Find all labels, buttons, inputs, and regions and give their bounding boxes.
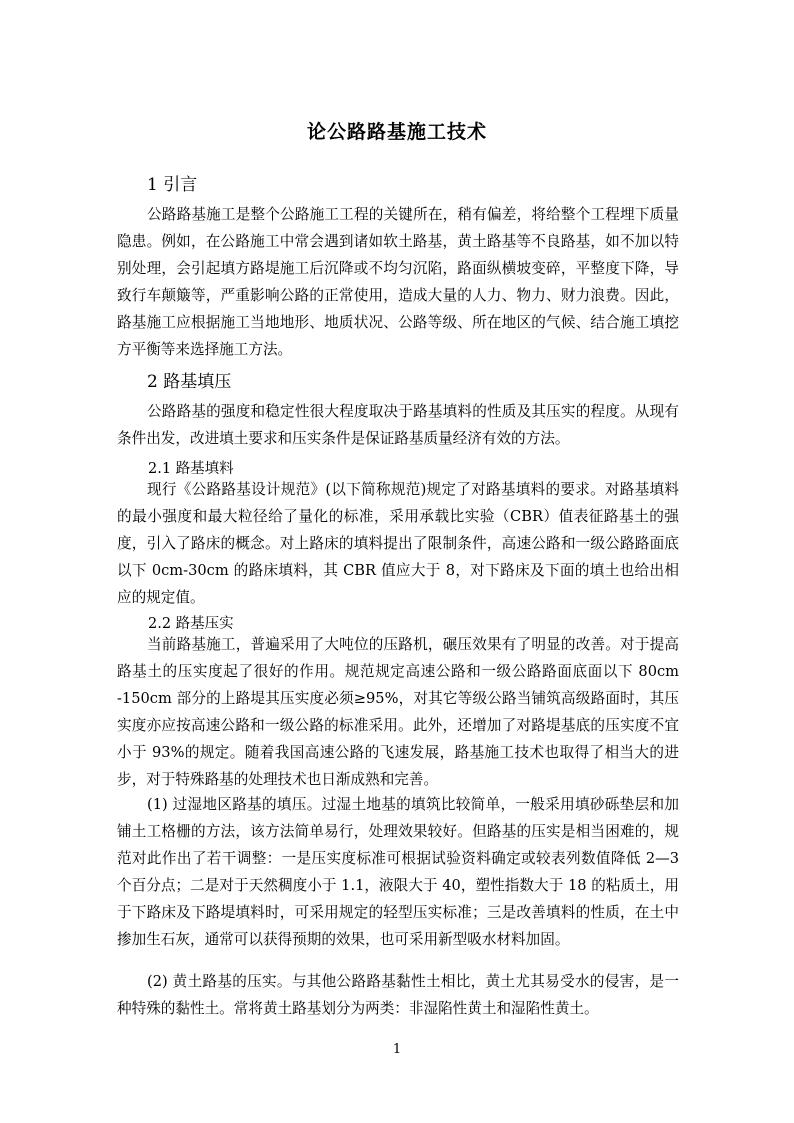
subsection-heading-compaction: 2.2 路基压实 xyxy=(148,616,234,632)
paragraph-compaction: 当前路基施工，普遍采用了大吨位的压路机，碾压效果有了明显的改善。对于提高路基土的压实度起了很好的作用。规范规定高速公路和一级公路路面底面以下 80cm -150cm 部分的上路堤其压实度必须≥95%，对其它等级公路当铺筑高级路面时，其压实度亦应按高速公路和一级公路的标准采用。此外，还增加了对路堤基底的压实度不宜小于 93%的规定。随着我国高速公路的飞速发展，路基施工技术也取得了相当大的进步，对于特殊路基的处理技术也日渐成熟和完善。 xyxy=(117,636,679,788)
paragraph-intro: 公路路基施工是整个公路施工工程的关键所在，稍有偏差，将给整个工程埋下质量隐患。例如，在公路施工中常会遇到诸如软土路基，黄土路基等不良路基，如不加以特别处理，会引起填方路堤施工后沉降或不均匀沉陷，路面纵横坡变碎，平整度下降，导致行车颠簸等，严重影响公路的正常使用，造成大量的人力、物力、财力浪费。因此，路基施工应根据施工当地地形、地质状况、公路等级、所在地区的气候、结合施工填挖方平衡等来选择施工方法。 xyxy=(117,206,679,358)
paragraph-wet-area: (1) 过湿地区路基的填压。过湿土地基的填筑比较简单，一般采用填砂砾垫层和加铺土工格栅的方法，该方法简单易行，处理效果较好。但路基的压实是相当困难的，规范对此作出了若干调整：一是压实度标准可根据试验资料确定或较表列数值降低 2—3 个百分点；二是对于天然稠度小于 1.1，液限大于 40，塑性指数大于 18 的粘质土，用于下路床及下路堤填料时，可采用规定的轻型压实标准；三是改善填料的性质，在土中掺加生石灰，通常可以获得预期的效果，也可采用新型吸水材料加固。 xyxy=(117,796,679,948)
document-title: 论公路路基施工技术 xyxy=(306,121,487,143)
paragraph-fill: 公路路基的强度和稳定性很大程度取决于路基填料的性质及其压实的程度。从现有条件出发，改进填土要求和压实条件是保证路基质量经济有效的方法。 xyxy=(117,403,679,447)
section-heading-intro: 1 引言 xyxy=(147,175,198,195)
section-heading-fill: 2 路基填压 xyxy=(147,372,232,392)
page-number: 1 xyxy=(392,1042,402,1057)
subsection-heading-fill-material: 2.1 路基填料 xyxy=(148,461,234,477)
paragraph-loess: (2) 黄土路基的压实。与其他公路路基黏性土相比，黄土尤其易受水的侵害，是一种特殊的黏性土。常将黄土路基划分为两类：非湿陷性黄土和湿陷性黄土。 xyxy=(117,973,679,1017)
paragraph-fill-material: 现行《公路路基设计规范》(以下简称规范)规定了对路基填料的要求。对路基填料的最小强度和最大粒径给了量化的标准，采用承载比实验（CBR）值表征路基土的强度，引入了路床的概念。对上路床的填料提出了限制条件，高速公路和一级公路路面底以下 0cm-30cm 的路床填料，其 CBR 值应大于 8，对下路床及下面的填土也给出相应的规定值。 xyxy=(117,481,679,606)
